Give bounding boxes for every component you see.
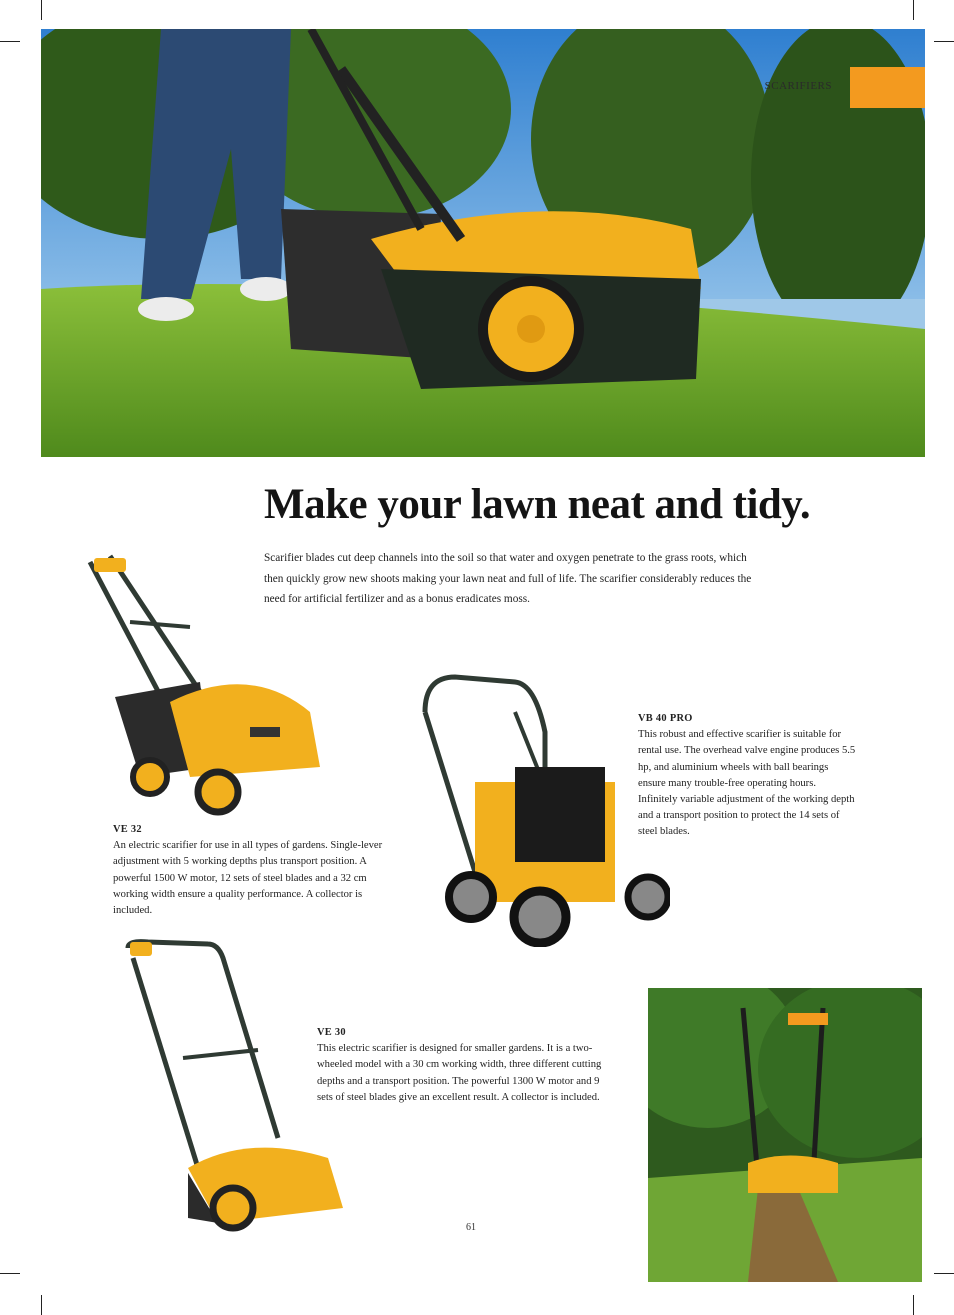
crop-mark <box>934 1273 954 1274</box>
crop-mark <box>41 1295 42 1315</box>
crop-mark <box>0 41 20 42</box>
product-description: This robust and effective scarifier is suitable for rental use. The overhead valve engine produces 5.5 hp, and aluminium wheels with ball bearings ensure many trouble-free operating hours. Infinitely variable adjustment of the working depth and a transport position to protect the 14 sets of steel blades. <box>638 729 856 838</box>
product-name: VE 32 <box>113 824 142 835</box>
product-description: An electric scarifier for use in all types of gardens. Single-lever adjustment with 5 working depths plus transport position. A powerful 1500 W motor, 12 sets of steel blades and a 32 cm working width ensure a quality performance. A collector is included. <box>113 840 383 917</box>
section-tab <box>850 67 925 108</box>
product-vb40pro <box>638 711 856 841</box>
product-ve32 <box>113 822 398 919</box>
product-description: This electric scarifier is designed for smaller gardens. It is a two-wheeled model with a 30 cm working width, three different cutting depths and a transport position. The powerful 1300 W motor and 9 sets of steel blades give an excellent result. A collector is included. <box>317 1043 602 1103</box>
crop-mark <box>913 0 914 20</box>
hero-photo <box>41 29 925 457</box>
vb40pro-product-image <box>415 672 670 947</box>
product-ve30 <box>317 1025 612 1106</box>
page-title: Make your lawn neat and tidy. <box>264 481 811 528</box>
crop-mark <box>41 0 42 20</box>
section-label: SCARIFIERS <box>764 80 832 92</box>
product-name: VB 40 PRO <box>638 713 693 724</box>
intro-paragraph: Scarifier blades cut deep channels into the soil so that water and oxygen penetrate to the grass roots, which then quickly grow new shoots making your lawn neat and full of life. The scarifier considerably reduces the need for artificial fertilizer and as a bonus eradicates moss. <box>264 552 752 605</box>
crop-mark <box>913 1295 914 1315</box>
crop-mark <box>934 41 954 42</box>
ve32-product-image <box>80 552 340 822</box>
product-name: VE 30 <box>317 1027 346 1038</box>
page-number: 61 <box>466 1222 476 1233</box>
crop-mark <box>0 1273 20 1274</box>
lawn-scarifier-photo <box>648 988 922 1282</box>
